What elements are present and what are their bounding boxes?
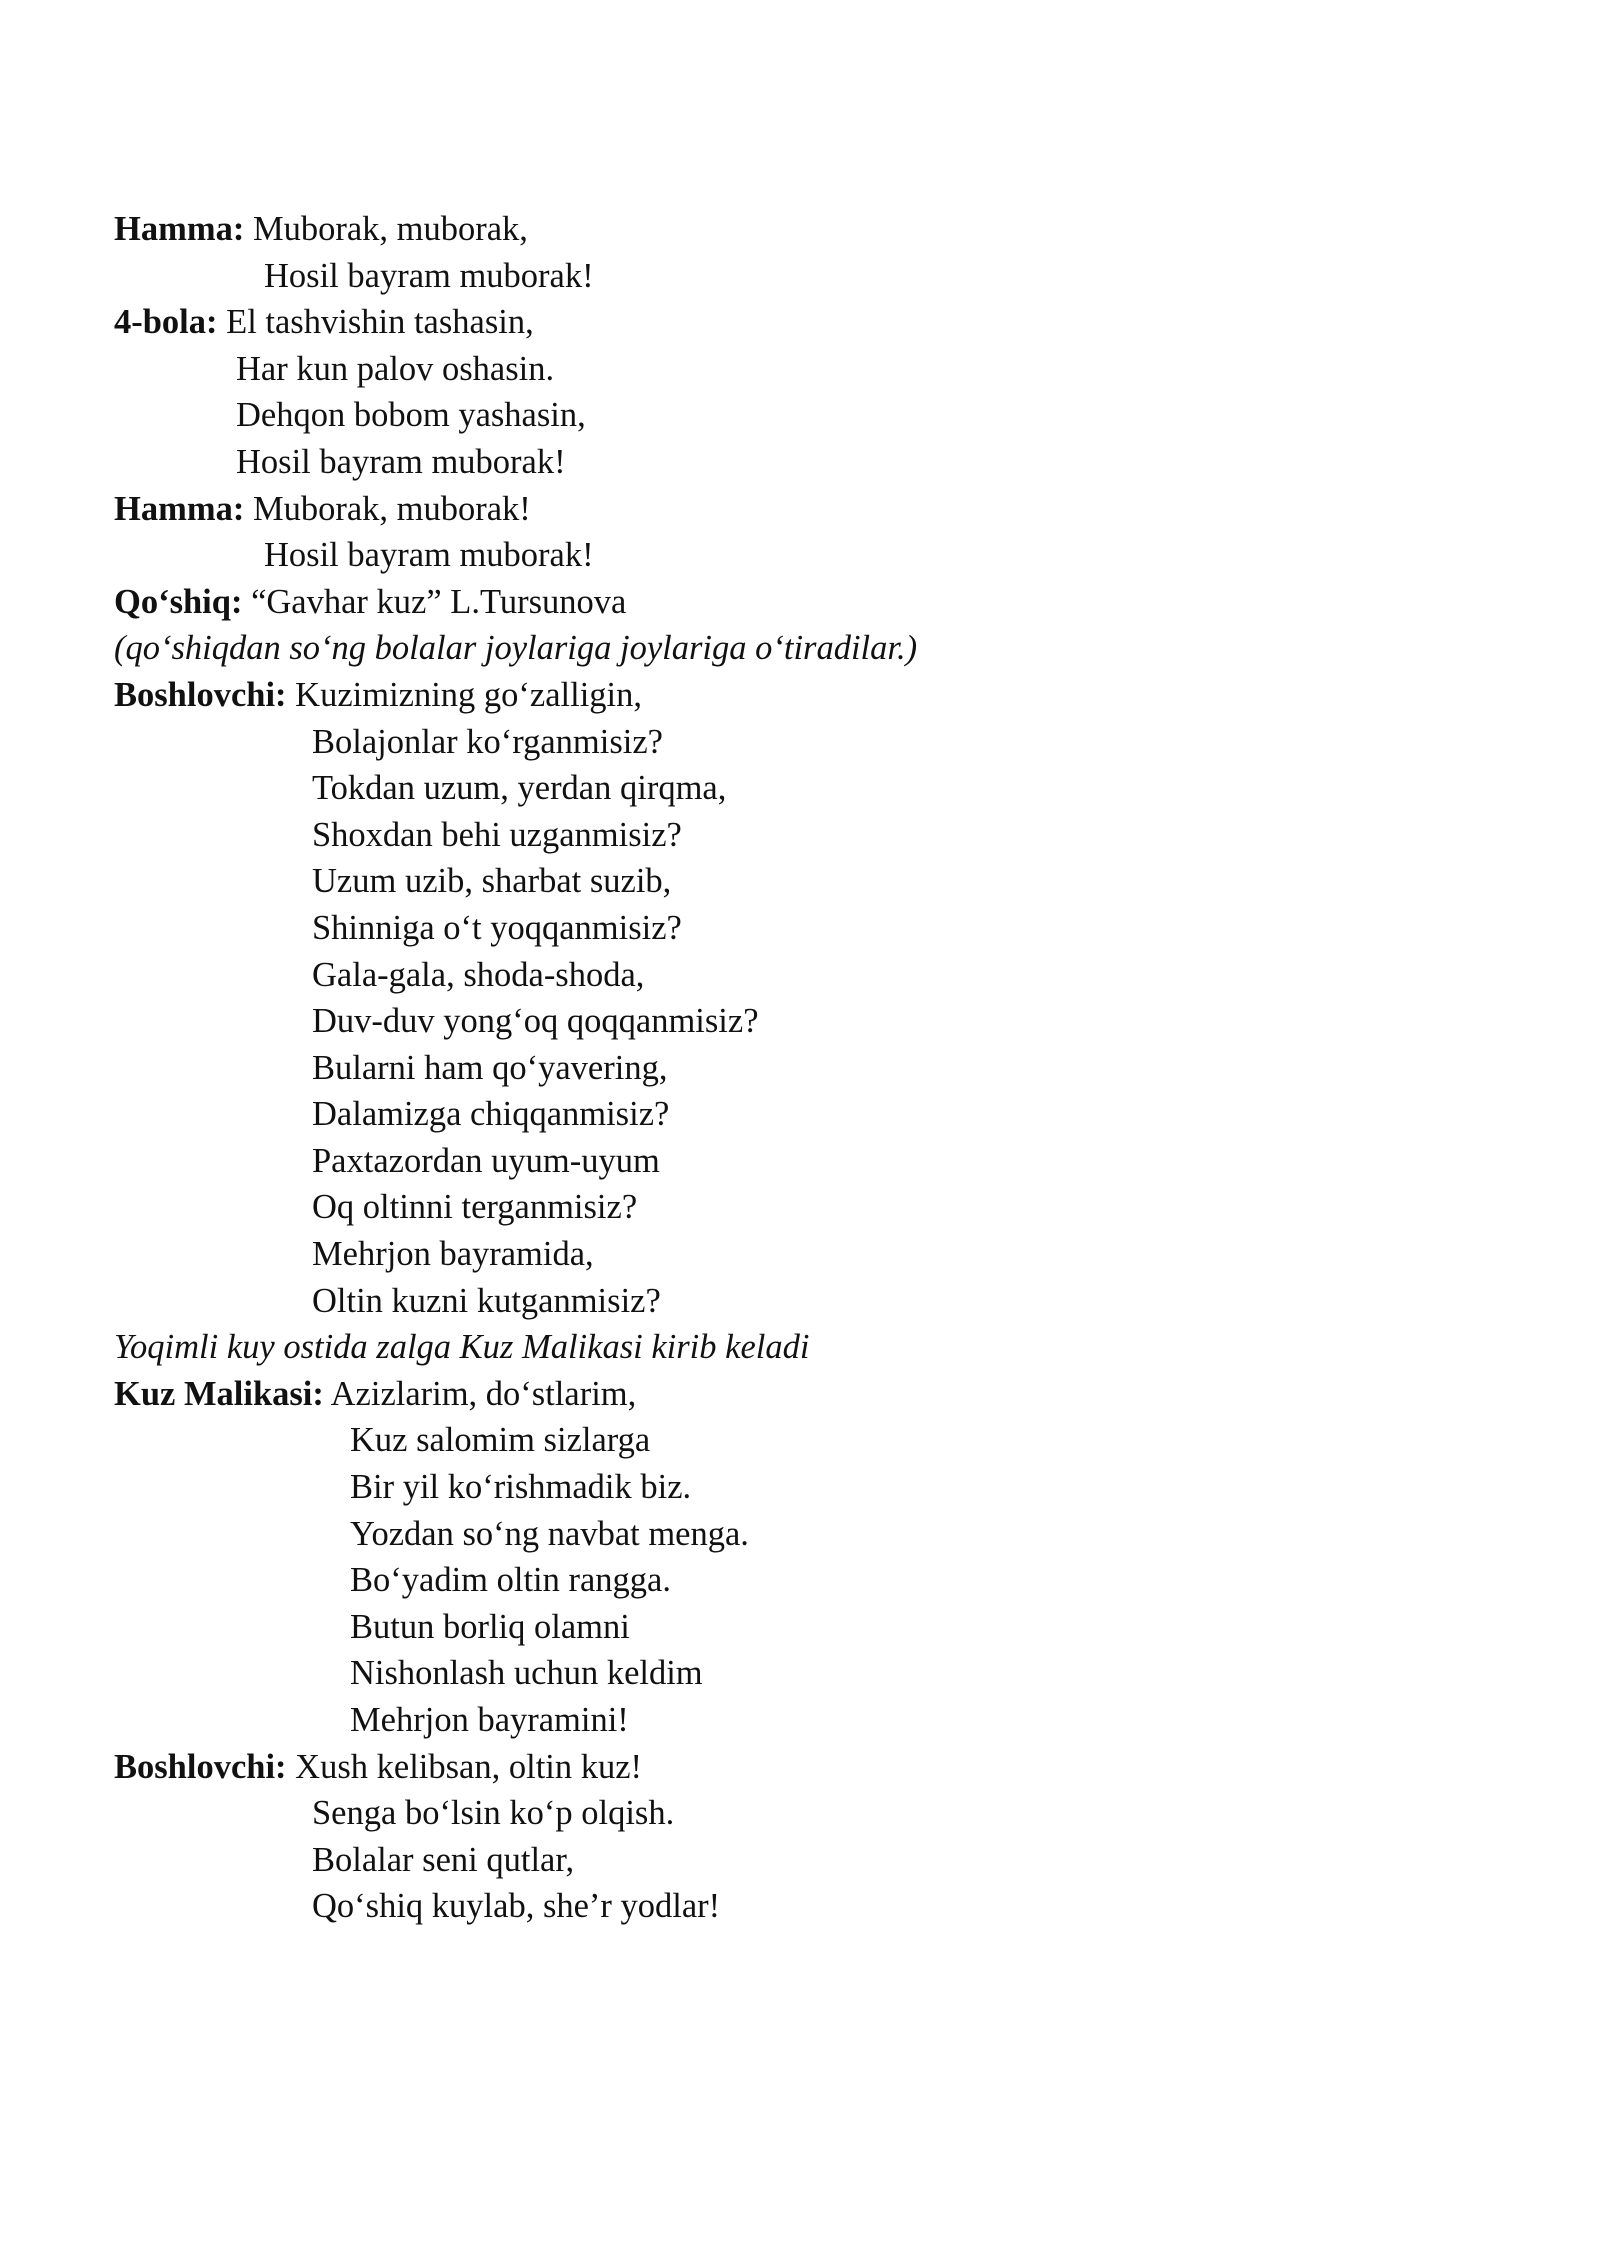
verse-line: Uzum uzib, sharbat suzib, [312, 862, 672, 901]
verse-line: Dalamizga chiqqanmisiz? [312, 1095, 670, 1134]
speaker-label: Boshlovchi: [114, 1747, 287, 1786]
script-line [114, 672, 1494, 719]
script-line [114, 299, 1494, 346]
stage-direction: (qo‘shiqdan so‘ng bolalar joylariga joylariga o‘tiradilar.) [114, 629, 918, 668]
verse-line: Mehrjon bayramini! [350, 1701, 629, 1739]
verse-text: Azizlarim, do‘stlarim, [330, 1374, 637, 1413]
script-line [114, 206, 1494, 253]
verse-line: Hosil bayram muborak! [236, 442, 566, 481]
verse-line: Har kun palov oshasin. [236, 349, 555, 388]
verse-line: Bo‘yadim oltin rangga. [350, 1561, 671, 1600]
verse-line: Tokdan uzum, yerdan qirqma, [312, 769, 727, 808]
verse-line: Yozdan so‘ng navbat menga. [350, 1514, 749, 1553]
song-title: “Gavhar kuz” L.Tursunova [251, 582, 627, 621]
verse-line: Oq oltinni terganmisiz? [312, 1188, 638, 1227]
speaker-label: Hamma: [114, 210, 245, 248]
verse-line: Gala-gala, shoda-shoda, [312, 955, 645, 994]
speaker-label: 4-bola: [114, 303, 218, 342]
verse-line: Shoxdan behi uzganmisiz? [312, 815, 682, 854]
verse-text: Muborak, muborak! [252, 489, 531, 528]
verse-line: Bir yil ko‘rishmadik biz. [350, 1468, 692, 1507]
verse-text: Xush kelibsan, oltin kuz! [295, 1747, 643, 1786]
verse-line: Mehrjon bayramida, [312, 1235, 594, 1274]
verse-line: Oltin kuzni kutganmisiz? [312, 1281, 661, 1320]
verse-line: Paxtazordan uyum-uyum [312, 1141, 660, 1180]
document-page [114, 206, 1494, 1930]
speaker-label: Kuz Malikasi: [114, 1374, 324, 1413]
verse-line: Duv-duv yong‘oq qoqqanmisiz? [312, 1002, 759, 1041]
verse-line: Bolalar seni qutlar, [312, 1840, 575, 1879]
verse-line: Kuz salomim sizlarga [350, 1421, 651, 1460]
verse-text: Muborak, muborak, [252, 210, 528, 248]
speaker-label: Qo‘shiq: [114, 582, 243, 621]
verse-line: Butun borliq olamni [350, 1607, 630, 1646]
script-line [114, 1744, 1494, 1791]
script-line [114, 1371, 1494, 1418]
speaker-label: Hamma: [114, 489, 245, 528]
verse-line: Bularni ham qo‘yavering, [312, 1048, 668, 1087]
verse-line: Bolajonlar ko‘rganmisiz? [312, 722, 663, 761]
speaker-label: Boshlovchi: [114, 675, 287, 714]
script-line [114, 486, 1494, 533]
verse-line: Dehqon bobom yashasin, [236, 396, 586, 435]
verse-line: Qo‘shiq kuylab, she’r yodlar! [312, 1887, 721, 1926]
verse-text: Kuzimizning go‘zalligin, [295, 675, 643, 714]
verse-line: Hosil bayram muborak! [264, 256, 594, 295]
verse-line: Shinniga o‘t yoqqanmisiz? [312, 908, 682, 947]
stage-direction: Yoqimli kuy ostida zalga Kuz Malikasi kirib keladi [114, 1328, 810, 1367]
verse-line: Hosil bayram muborak! [264, 536, 594, 575]
verse-line: Nishonlash uchun keldim [350, 1654, 703, 1693]
verse-text: El tashvishin tashasin, [226, 303, 534, 342]
verse-line: Senga bo‘lsin ko‘p olqish. [312, 1794, 675, 1833]
script-line [114, 579, 1494, 626]
